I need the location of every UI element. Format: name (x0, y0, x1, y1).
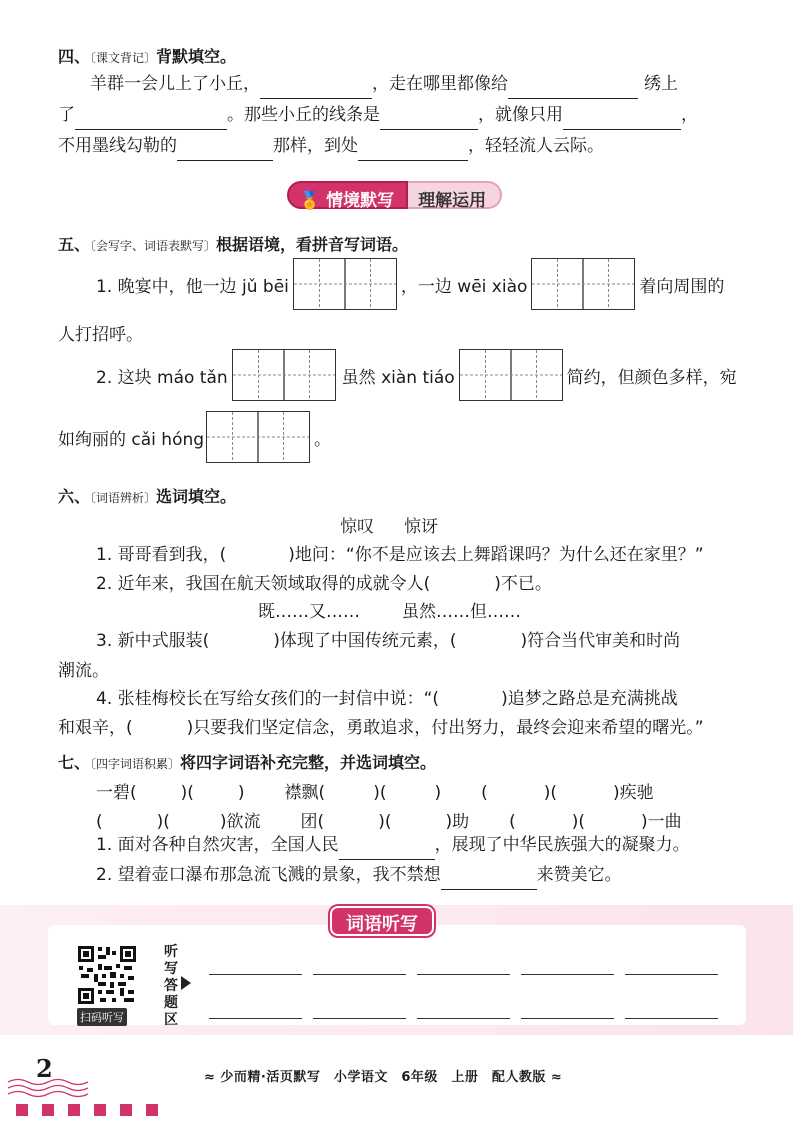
section-banner (287, 181, 502, 209)
answer-blank[interactable] (441, 872, 537, 890)
arrow-right-icon (181, 976, 191, 990)
text: 和艰辛，( (58, 718, 133, 738)
text: 着向周围的 (639, 276, 725, 297)
word-option: 惊讶 (404, 517, 438, 537)
text: 2. 近年来，我国在航天领域取得的成就令人( (96, 574, 431, 594)
pinyin-grid[interactable] (459, 349, 563, 401)
text: 简约，但颜色多样，宛 (566, 367, 737, 388)
text: )体现了中国传统元素，( (273, 631, 457, 651)
text: 潮流。 (58, 661, 109, 681)
section-title: 选词填空。 (156, 487, 237, 506)
word-option: 惊叹 (340, 517, 374, 537)
idiom-part: )( (571, 812, 585, 832)
dictation-line[interactable] (417, 974, 510, 975)
footer-text: ≈ 少而精·活页默写 小学语文 6年级 上册 配人教版 ≈ (204, 1070, 563, 1085)
banner-left-label: 情境默写 (326, 191, 395, 211)
text: )只要我们坚定信念，勇敢追求，付出努力，最终会迎来希望的曙光。” (186, 718, 704, 738)
answer-blank[interactable] (380, 112, 478, 130)
section-tag: 〔课文背记〕 (90, 51, 157, 65)
sec4-line-1 (90, 69, 678, 99)
text: 虽然 xiàn tiáo (341, 367, 455, 388)
text: )符合当代审美和时尚 (520, 631, 681, 651)
pinyin-grid[interactable] (232, 349, 336, 401)
text: 不用墨线勾勒的 (58, 136, 177, 156)
section-tag: 〔会写字、词语表默写〕 (90, 239, 217, 253)
word-option: 虽然……但…… (402, 602, 521, 622)
dictation-line[interactable] (209, 1018, 302, 1019)
dictation-line[interactable] (521, 1018, 614, 1019)
sec6-q4-cont (58, 713, 704, 738)
idiom-part: ( (509, 812, 516, 832)
text: 1. 面对各种自然灾害，全国人民 (96, 835, 339, 855)
section-number: 四、 (58, 47, 91, 66)
idiom-part: 襟飘( (284, 783, 326, 803)
wave-decoration-icon (8, 1076, 98, 1098)
idiom-part: )助 (445, 812, 470, 832)
section-6-heading (58, 484, 236, 507)
listening-answer-area (48, 925, 746, 1025)
section-title: 根据语境，看拼音写词语。 (216, 235, 409, 254)
text: 绣上 (644, 74, 678, 94)
idiom-part: 一碧( (96, 783, 137, 803)
text: 如绚丽的 cǎi hóng (58, 429, 205, 450)
idiom-part: )( (373, 783, 387, 803)
answer-blank[interactable] (260, 81, 372, 99)
section-title: 背默填空。 (156, 47, 237, 66)
text: ， (681, 105, 698, 125)
sec6-q1 (96, 540, 704, 565)
sec5-q1 (96, 258, 724, 310)
section-5-heading (58, 232, 408, 255)
idiom-part: 团( (300, 812, 325, 832)
text: 羊群一会儿上了小丘， (90, 74, 260, 94)
text: 3. 新中式服装( (96, 631, 210, 651)
text: 来赞美它。 (536, 865, 622, 885)
dictation-line[interactable] (417, 1018, 510, 1019)
section-tag: 〔词语辨析〕 (90, 491, 157, 505)
text: ，轻轻流人云际。 (468, 136, 604, 156)
section-number: 六、 (58, 487, 91, 506)
idiom-part: )一曲 (641, 812, 682, 832)
idiom-part: )疾驰 (613, 783, 654, 803)
sec7-q1 (96, 830, 690, 860)
idiom-part: )( (156, 812, 170, 832)
dictation-line[interactable] (625, 1018, 718, 1019)
text: 4. 张桂梅校长在写给女孩们的一封信中说：“( (96, 689, 440, 709)
text: ，一边 wēi xiào (400, 276, 528, 297)
dictation-line[interactable] (313, 974, 406, 975)
sec4-line-3 (58, 131, 604, 161)
text: 。 (314, 429, 332, 450)
text: )追梦之路总是充满挑战 (501, 689, 678, 709)
word-options-1 (340, 512, 438, 537)
text: ，就像只用 (478, 105, 563, 125)
idiom-part: )( (180, 783, 194, 803)
qr-code-icon[interactable] (76, 944, 138, 1006)
section-tag: 〔四字词语积累〕 (90, 757, 181, 771)
sec6-q3 (96, 626, 680, 651)
idiom-row-2 (96, 807, 682, 832)
text: 。那些小丘的线条是 (227, 105, 380, 125)
mark (120, 1104, 132, 1116)
section-4-heading (58, 44, 236, 67)
idiom-part: ( (96, 812, 103, 832)
sec6-q2 (96, 569, 552, 594)
qr-label: 扫码听写 (77, 1008, 127, 1026)
answer-blank[interactable] (563, 112, 681, 130)
idiom-part: ( (481, 783, 488, 803)
sec5-q2-cont (58, 411, 331, 463)
dictation-line[interactable] (625, 974, 718, 975)
idiom-part: ) (434, 783, 442, 803)
pinyin-grid[interactable] (293, 258, 397, 310)
idiom-part: )欲流 (219, 812, 261, 832)
answer-area-label: 听写答题区 (164, 944, 178, 1028)
pinyin-grid[interactable] (531, 258, 635, 310)
idiom-part: )( (543, 783, 557, 803)
word-option: 既……又…… (258, 602, 360, 622)
sec6-q4 (96, 684, 678, 709)
idiom-part: ) (237, 783, 245, 803)
sec7-q2 (96, 860, 622, 890)
section-title: 将四字词语补充完整，并选词填空。 (180, 753, 437, 772)
dictation-line[interactable] (313, 1018, 406, 1019)
mark (94, 1104, 106, 1116)
answer-blank[interactable] (358, 143, 468, 161)
sec5-q2 (96, 349, 737, 401)
text: 1. 晚宴中，他一边 jǔ bēi (96, 276, 289, 297)
mark (68, 1104, 80, 1116)
medal-icon: 🏅 (299, 191, 327, 211)
mark (146, 1104, 158, 1116)
banner-left (287, 181, 408, 209)
text: 2. 望着壶口瀑布那急流飞溅的景象，我不禁想 (96, 865, 441, 885)
banner-right: 理解运用 (408, 181, 502, 209)
idiom-part: )( (378, 812, 392, 832)
answer-blank[interactable] (75, 112, 227, 130)
section-number: 五、 (58, 235, 91, 254)
text: ，展现了中华民族强大的凝聚力。 (434, 835, 690, 855)
answer-blank[interactable] (177, 143, 273, 161)
text: 那样，到处 (273, 136, 358, 156)
text: 人打招呼。 (58, 325, 143, 345)
page-number: 2 (36, 1054, 53, 1083)
dictation-line[interactable] (209, 974, 302, 975)
binding-marks (16, 1104, 158, 1116)
text: )不已。 (494, 574, 552, 594)
idiom-row-1 (96, 778, 654, 803)
mark (16, 1104, 28, 1116)
section-7-heading (58, 750, 436, 773)
dictation-line[interactable] (521, 974, 614, 975)
answer-blank[interactable] (339, 842, 435, 860)
word-options-2 (258, 597, 521, 622)
pinyin-grid[interactable] (206, 411, 310, 463)
section-number: 七、 (58, 753, 91, 772)
text: 1. 哥哥看到我，( (96, 545, 227, 565)
text: )地问：“你不是应该去上舞蹈课吗？为什么还在家里？” (288, 545, 704, 565)
text: 2. 这块 máo tǎn (96, 367, 228, 388)
sec4-line-2 (58, 100, 698, 130)
mark (42, 1104, 54, 1116)
answer-blank[interactable] (508, 81, 638, 99)
text: 了 (58, 105, 75, 125)
listening-title: 词语听写 (330, 906, 434, 936)
text: ，走在哪里都像给 (372, 74, 508, 94)
